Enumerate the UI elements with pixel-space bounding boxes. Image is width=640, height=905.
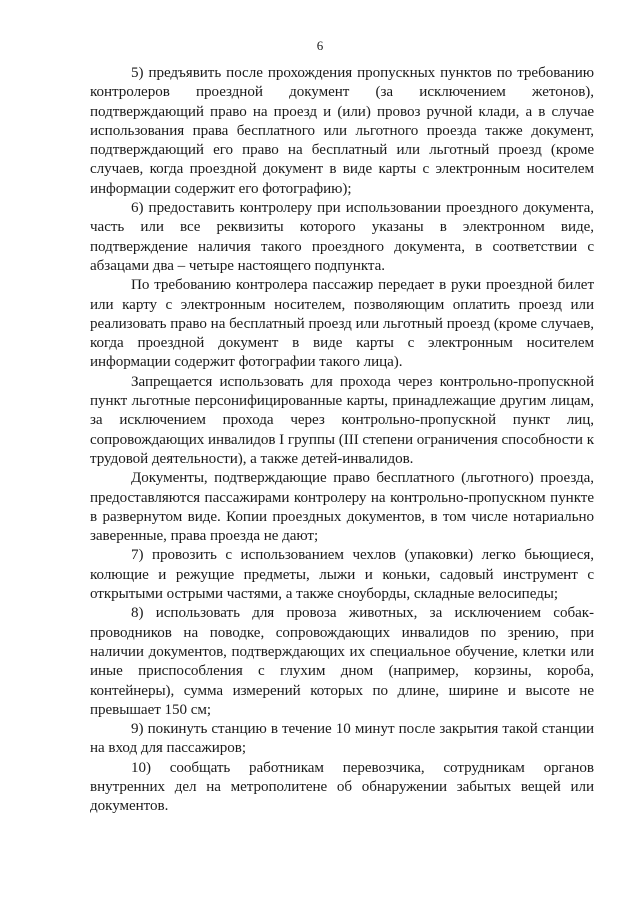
paragraph-prohibition: Запрещается использовать для прохода через контрольно-пропускной пункт льготные персонифицированные карты, принадлежащие другим лицам, за исключением прохода через контрольно-пропускной пункт лиц, сопровождающих инвалидов I группы (III степени ограничения способности к трудовой деятельности), а также детей-инвалидов. [90,373,594,467]
paragraph-controller-request: По требованию контролера пассажир передает в руки проездной билет или карту с электронным носителем, позволяющим оплатить проезд или реализовать право на бесплатный проезд или льготный проезд (кроме случаев, когда проездной документ в виде карты с электронным носителем информации содержит фотографии такого лица). [90,277,594,371]
paragraph-item-5: 5) предъявить после прохождения пропускных пунктов по требованию контролеров проездной документ (за исключением жетонов), подтверждающий право на проезд и (или) провоз ручной клади, а в случае использования права бесплатного или льготного проезда также документ, подтверждающий его право на бесплатный или льготный проезд (кроме случаев, когда проездной документ в виде карты с электронным носителем информации содержит его фотографию); [90,65,594,197]
paragraph-item-6: 6) предоставить контролеру при использовании проездного документа, часть или все реквизиты которого указаны в электронном виде, подтверждение наличия такого проездного документа, в соответствии с абзацами два – четыре настоящего подпункта. [90,200,594,274]
document-body [90,64,594,817]
page-number: 6 [316,38,324,53]
paragraph-item-8: 8) использовать для провоза животных, за исключением собак-проводников на поводке, сопровождающих инвалидов по зрению, при наличии документов, подтверждающих их специальное обучение, клетки или иные приспособления с глухим дном (например, корзины, короба, контейнеры), сумма измерений которых по длине, ширине и высоте не превышает 150 см; [90,605,594,718]
paragraph-item-10: 10) сообщать работникам перевозчика, сотрудникам органов внутренних дел на метрополитене об обнаружении забытых вещей или документов. [90,759,594,815]
paragraph-item-7: 7) провозить с использованием чехлов (упаковки) легко бьющиеся, колющие и режущие предметы, лыжи и коньки, садовый инструмент с открытыми острыми частями, а также сноуборды, складные велосипеды; [90,547,594,603]
paragraph-item-9: 9) покинуть станцию в течение 10 минут после закрытия такой станции на вход для пассажиров; [90,721,594,757]
paragraph-documents: Документы, подтверждающие право бесплатного (льготного) проезда, предоставляются пассажирами контролеру на контрольно-пропускном пункте в развернутом виде. Копии проездных документов, в том числе нотариально заверенные, права проезда не дают; [90,470,594,545]
